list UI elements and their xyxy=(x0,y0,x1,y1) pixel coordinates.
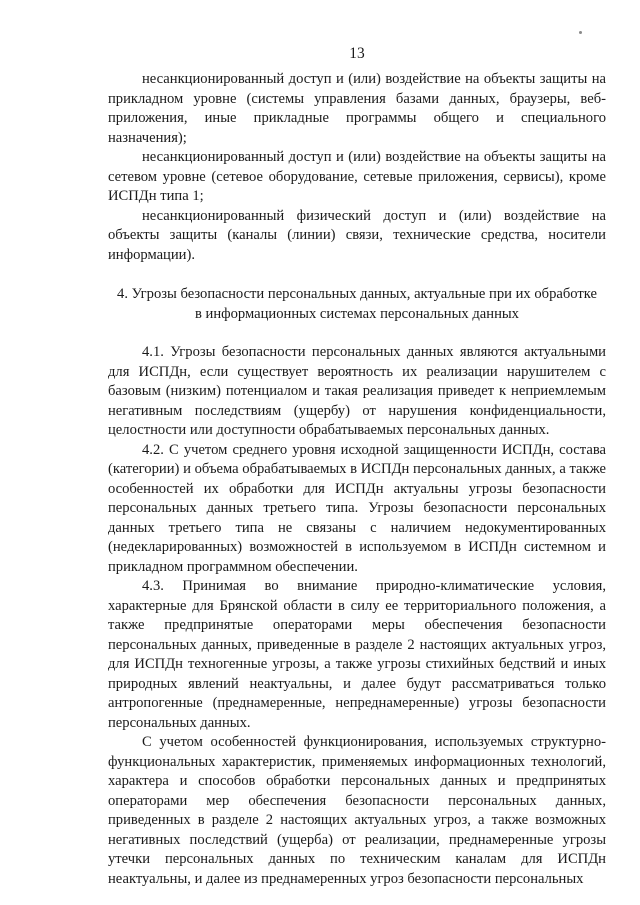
paragraph-app-level: несанкционированный доступ и (или) воздействие на объекты защиты на прикладном уровне (системы управления базами данных, браузеры, веб-приложения, иные прикладные программы общего и специального назначения); xyxy=(108,71,606,146)
paragraph-physical-access: несанкционированный физический доступ и (или) воздействие на объекты защиты (каналы (линии) связи, технические средства, носители информации). xyxy=(108,207,606,263)
section-heading-line-2: в информационных системах персональных данных xyxy=(195,305,519,322)
section-heading-line-1: 4. Угрозы безопасности персональных данных, актуальные при их обработке xyxy=(117,286,597,302)
page-number: 13 xyxy=(349,45,365,62)
paragraph-4-3: 4.3. Принимая во внимание природно-климатические условия, характерные для Брянской области в силу ее территориального положения, а также предпринятые операторами меры обеспечения безопасности персональных данных, приведенные в разделе 2 настоящих актуальных угроз, для ИСПДн техногенные угрозы, а также угрозы стихийных бедствий и иных природных явлений неактуальны, и далее будут рассматриваться только антропогенные (преднамеренные, непреднамеренные) угрозы безопасности персональных данных. xyxy=(108,578,606,731)
spacer xyxy=(108,324,606,343)
document-page xyxy=(108,0,606,905)
paragraph-4-2: 4.2. С учетом среднего уровня исходной защищенности ИСПДн, состава (категории) и объема обрабатываемых в ИСПДн персональных данных, а также особенностей их обработки для ИСПДн актуальны угрозы безопасности персональных данных третьего типа. Угрозы безопасности персональных данных третьего типа не связаны с наличием недокументированных (недекларированных) возможностей в используемом в ИСПДн системном и прикладном программном обеспечении. xyxy=(108,441,606,575)
paragraph-4-1: 4.1. Угрозы безопасности персональных данных являются актуальными для ИСПДн, если существует вероятность их реализации нарушителем с базовым (низким) потенциалом и такая реализация приведет к неприемлемым негативным последствиям (ущербу) от нарушения конфиденциальности, целостности или доступности обрабатываемых персональных данных. xyxy=(108,344,606,438)
paragraph-considering-features: С учетом особенностей функционирования, используемых структурно-функциональных характеристик, применяемых информационных технологий, характера и способов обработки персональных данных и предпринятых операторами мер обеспечения безопасности персональных данных, приведенных в разделе 2 настоящих актуальных угроз, а также возможных негативных последствий (ущерба) от реализации, преднамеренные угрозы утечки персональных данных по техническим каналам для ИСПДн неактуальны, и далее из преднамеренных угроз безопасности персональных xyxy=(108,734,606,887)
section-heading xyxy=(108,285,606,324)
paragraph-network-level: несанкционированный доступ и (или) воздействие на объекты защиты на сетевом уровне (сетевое оборудование, сетевые приложения, сервисы), кроме ИСПДн типа 1; xyxy=(108,149,606,204)
document-body xyxy=(108,70,606,889)
